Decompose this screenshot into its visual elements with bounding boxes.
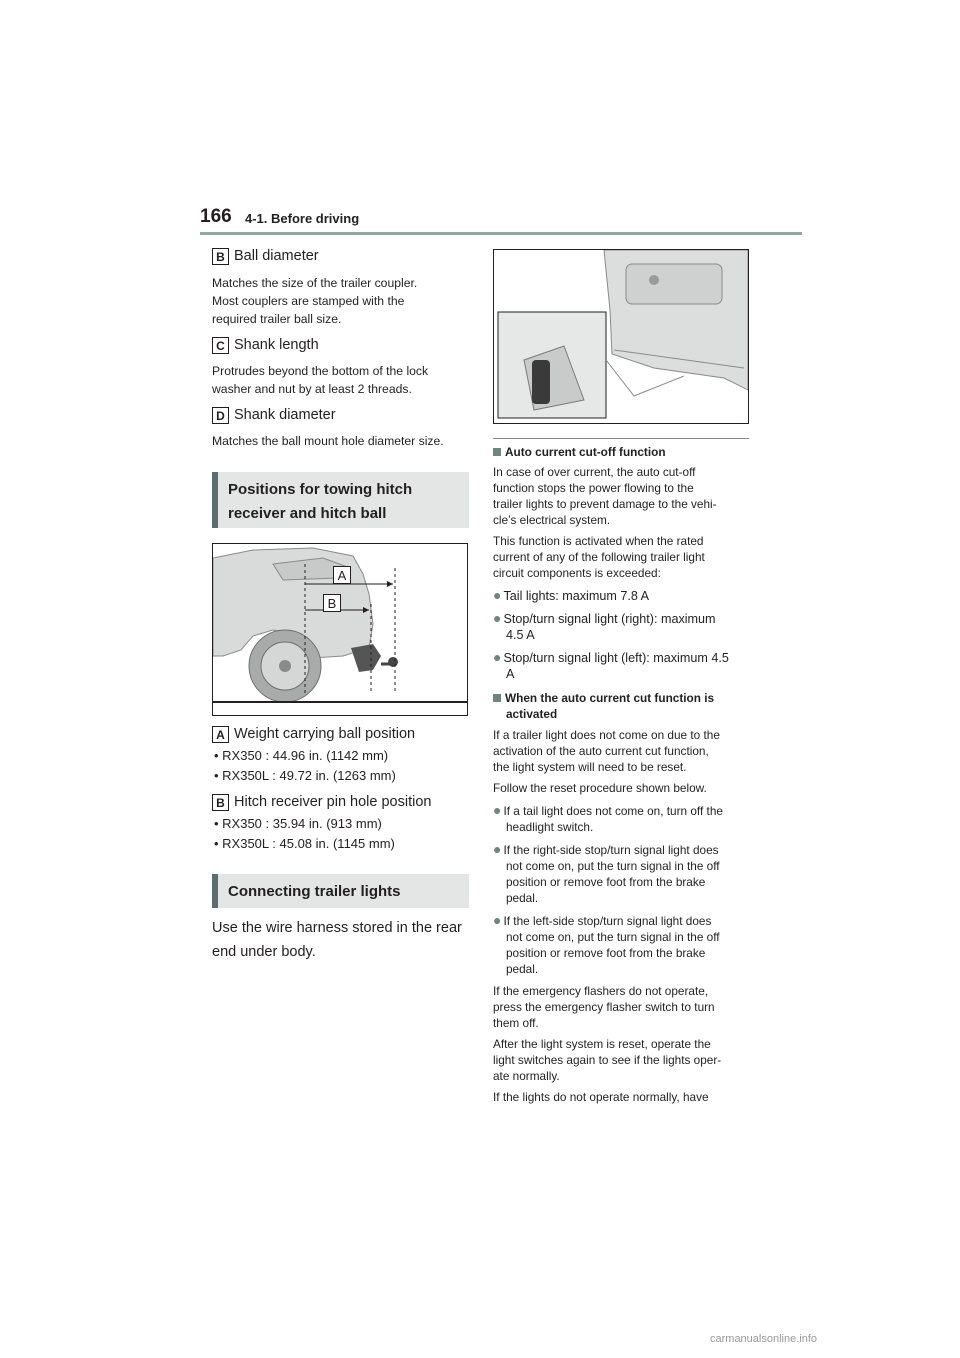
activated-title: When the auto current cut function is activated [493, 690, 753, 722]
right-divider [493, 438, 749, 439]
ball-diameter-desc: Matches the size of the trailer coupler. Most couplers are stamped with the required trailer ball size. [212, 276, 418, 326]
dot-bullet-icon: ● [493, 649, 502, 665]
limit-item: ● Stop/turn signal light (right): maximum 4.5 A [493, 610, 716, 642]
harness-illustration [494, 250, 748, 423]
limit-item: ● Tail lights: maximum 7.8 A [493, 587, 650, 603]
limit-item: ● Stop/turn signal light (left): maximum 4.5 A [493, 649, 729, 681]
key-c-box: C [212, 337, 229, 354]
positions-heading: Positions for towing hitch receiver and hitch ball [212, 472, 469, 528]
connecting-heading: Connecting trailer lights [212, 874, 469, 908]
page-number: 166 [200, 206, 232, 227]
auto-cutoff-title: Auto current cut-off function [493, 444, 753, 460]
dot-bullet-icon: ● [493, 841, 502, 857]
square-bullet-icon [493, 448, 501, 456]
connecting-text: Use the wire harness stored in the rear end under body. [212, 920, 462, 960]
dot-bullet-icon: ● [493, 587, 502, 603]
hitch-pin-position-title: Hitch receiver pin hole position [234, 794, 432, 810]
flashers-paragraph: If the emergency flashers do not operate, press the emergency flasher switch to turn them off. [493, 984, 715, 1030]
activated-p1: If a trailer light does not come on due to the activation of the auto current cut function, the light system will need to be reset. [493, 728, 720, 774]
hitch-position-figure [212, 543, 468, 716]
key-b-box: B [212, 248, 229, 265]
dot-bullet-icon: ● [493, 912, 502, 928]
figure-label-b: B [323, 594, 341, 612]
key-b2-box: B [212, 794, 229, 811]
limits-list [493, 587, 753, 682]
activated-p2: Follow the reset procedure shown below. [493, 781, 707, 795]
shank-diameter-title: Shank diameter [234, 407, 336, 423]
reset-step: ● If the left-side stop/turn signal light does not come on, put the turn signal in the off position or remove foot from the brake pedal. [493, 912, 720, 976]
shank-length-desc: Protrudes beyond the bottom of the lock washer and nut by at least 2 threads. [212, 364, 429, 396]
shank-length-title: Shank length [234, 337, 319, 353]
harness-location-figure [493, 249, 749, 424]
dot-bullet-icon: ● [493, 802, 502, 818]
figure-label-a: A [333, 566, 351, 584]
ball-diameter-title: Ball diameter [234, 248, 319, 264]
reset-steps [493, 802, 753, 977]
after-reset-paragraph: After the light system is reset, operate the light switches again to see if the lights oper- ate normally. [493, 1037, 722, 1083]
auto-cutoff-section [493, 444, 753, 1105]
square-bullet-icon [493, 694, 501, 702]
watermark[interactable]: carmanualsonline.info [710, 1333, 818, 1345]
weight-ball-position-title: Weight carrying ball position [234, 726, 416, 742]
reset-step: ● If a tail light does not come on, turn off the headlight switch. [493, 802, 723, 834]
header-rule [200, 232, 802, 235]
auto-cutoff-p1: In case of over current, the auto cut-off function stops the power flowing to the trailer lights to prevent damage to the vehi- cle’s electrical system. [493, 465, 717, 527]
hitch-pin-position-values: • RX350 : 35.94 in. (913 mm) • RX350L : 45.08 in. (1145 mm) [214, 816, 395, 851]
auto-cutoff-p2: This function is activated when the rated current of any of the following trailer light circuit components is exceeded: [493, 534, 705, 580]
dot-bullet-icon: ● [493, 610, 502, 626]
weight-ball-position-values: • RX350 : 44.96 in. (1142 mm) • RX350L : 49.72 in. (1263 mm) [214, 748, 396, 783]
shank-diameter-desc: Matches the ball mount hole diameter size. [212, 434, 444, 448]
section-title: 4-1. Before driving [245, 211, 360, 226]
key-a-box: A [212, 726, 229, 743]
reset-step: ● If the right-side stop/turn signal light does not come on, put the turn signal in the off position or remove foot from the brake pedal. [493, 841, 720, 905]
key-d-box: D [212, 407, 229, 424]
last-paragraph: If the lights do not operate normally, have [493, 1090, 709, 1104]
